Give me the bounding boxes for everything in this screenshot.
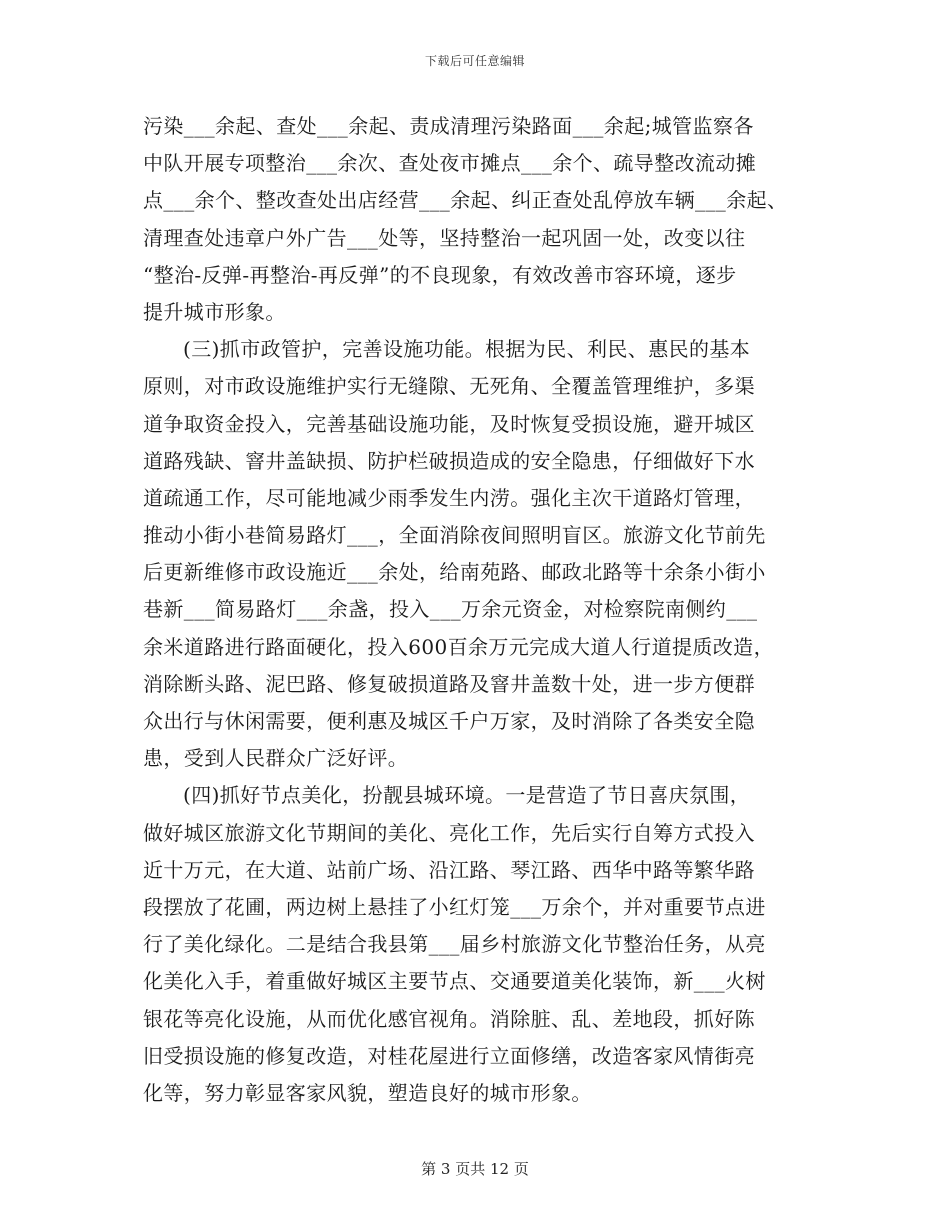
body-line: 段摆放了花圃，两边树上悬挂了小红灯笼___万余个，并对重要节点进 [143,894,766,919]
body-line: 近十万元，在大道、站前广场、沿江路、琴江路、西华中路等繁华路 [143,857,755,882]
body-line: 原则，对市政设施维护实行无缝隙、无死角、全覆盖管理维护，多渠 [143,374,755,399]
body-line: 提升城市形象。 [143,299,286,324]
body-line: 推动小街小巷简易路灯___，全面消除夜间照明盲区。旅游文化节前先 [143,523,766,548]
page-header: 下载后可任意编辑 [424,54,525,68]
body-line: 消除断头路、泥巴路、修复破损道路及窨井盖数十处，进一步方便群 [143,671,755,696]
body-line: 做好城区旅游文化节期间的美化、亮化工作，先后实行自筹方式投入 [143,820,755,845]
body-line: 道疏通工作，尽可能地减少雨季发生内涝。强化主次干道路灯管理， [143,485,755,510]
body-line: 道路残缺、窨井盖缺损、防护栏破损造成的安全隐患，仔细做好下水 [143,448,755,473]
body-line: 银花等亮化设施，从而优化感官视角。消除脏、乱、差地段，抓好陈 [143,1006,755,1031]
body-line: 点___余个、整改查处出店经营___余起、纠正查处乱停放车辆___余起、 [143,188,788,213]
body-line: 巷新___简易路灯___余盏，投入___万余元资金，对检察院南侧约___ [143,597,758,622]
section-heading-line: (四)抓好节点美化，扮靓县城环境。一是营造了节日喜庆氛围， [183,783,751,808]
body-line: 化等，努力彰显客家风貌，塑造良好的城市形象。 [143,1080,592,1105]
body-line: 清理查处违章户外广告___处等，坚持整治一起巩固一处，改变以往 [143,225,746,250]
page-footer: 第 3 页共 12 页 [421,1160,529,1178]
body-line: 患，受到人民群众广泛好评。 [143,746,409,771]
body-line: 众出行与休闲需要，便利惠及城区千户万家，及时消除了各类安全隐 [143,709,755,733]
body-line: 旧受损设施的修复改造，对桂花屋进行立面修缮，改造客家风情街亮 [143,1043,755,1068]
section-heading-line: (三)抓市政管护，完善设施功能。根据为民、利民、惠民的基本 [183,337,751,362]
body-line: 化美化入手，着重做好城区主要节点、交通要道美化装饰，新___火树 [143,969,766,994]
body-line: 中队开展专项整治___余次、查处夜市摊点___余个、疏导整改流动摊 [143,151,757,176]
body-line: 行了美化绿化。二是结合我县第___届乡村旅游文化节整治任务，从亮 [143,932,766,957]
body-line: 污染___余起、查处___余起、责成清理污染路面___余起;城管监察各 [143,114,754,138]
body-line: 余米道路进行路面硬化，投入600百余万元完成大道人行道提质改造， [143,634,774,659]
body-line: “整治-反弹-再整治-再反弹”的不良现象，有效改善市容环境，逐步 [143,262,737,287]
body-line: 后更新维修市政设施近___余处，给南苑路、邮政北路等十余条小街小 [143,560,766,585]
body-line: 道争取资金投入，完善基础设施功能，及时恢复受损设施，避开城区 [143,411,755,436]
document-body [143,108,823,1112]
